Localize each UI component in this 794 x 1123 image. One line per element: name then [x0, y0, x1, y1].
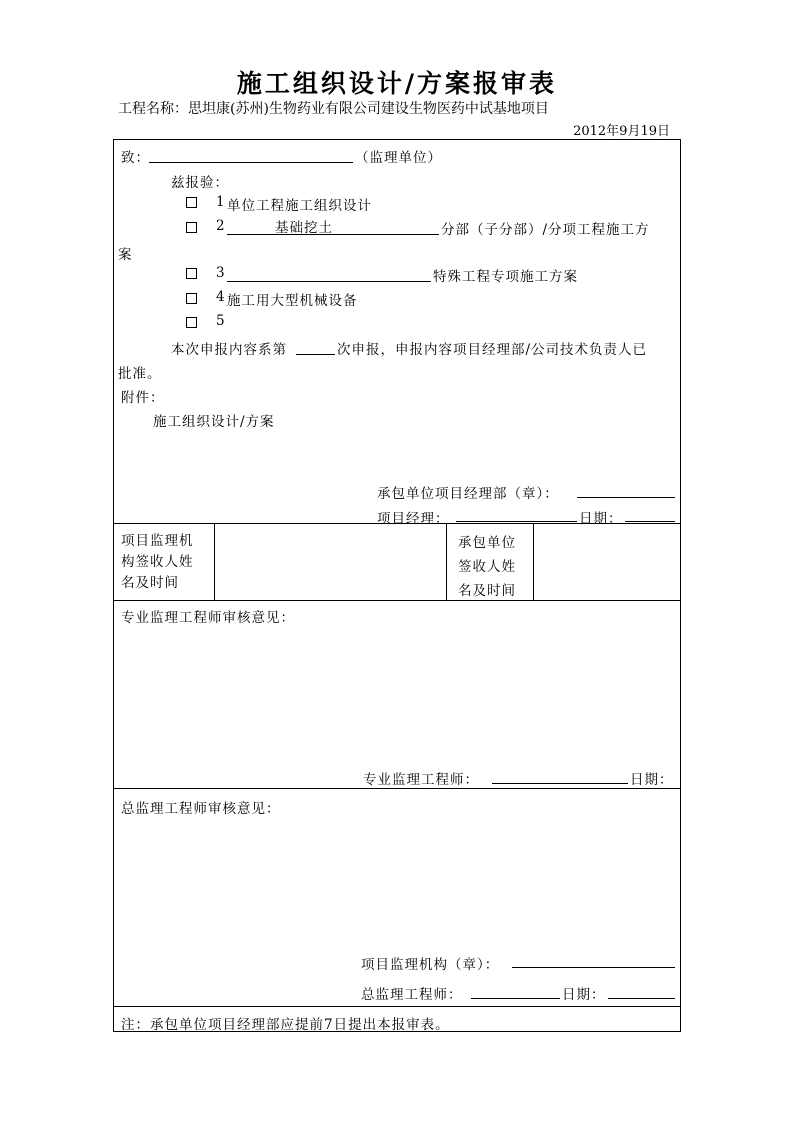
- specialist-date-label: 日期：: [630, 772, 674, 788]
- item5-checkbox[interactable]: [186, 317, 197, 328]
- submission-wrap: 批准。: [118, 366, 162, 382]
- contractor-dept-label: 承包单位项目经理部（章）：: [377, 486, 559, 502]
- submission-prefix: 本次申报内容系第: [171, 342, 287, 358]
- pm-label: 项目经理：: [377, 511, 450, 527]
- item2-wrap: 案: [118, 247, 133, 263]
- specialist-engineer-label: 专业监理工程师：: [363, 772, 479, 788]
- specialist-engineer-field[interactable]: [492, 783, 628, 784]
- item3-underline[interactable]: [227, 281, 431, 282]
- report-intro: 兹报验：: [171, 175, 229, 191]
- item2-underline: [227, 234, 439, 235]
- supervisor-receipt-label-line1: 项目监理机: [121, 533, 194, 549]
- item3-label: 特殊工程专项施工方案: [433, 269, 578, 285]
- submission-count-field[interactable]: [296, 354, 335, 355]
- supervisor-receipt-field[interactable]: [215, 524, 445, 599]
- contractor-dept-field[interactable]: [577, 497, 675, 498]
- chief-review-title: 总监理工程师审核意见：: [121, 801, 281, 817]
- form-title: 施工组织设计/方案报审表: [236, 69, 558, 98]
- specialist-review-title: 专业监理工程师审核意见：: [121, 610, 295, 626]
- project-name: 工程名称：思坦康(苏州)生物药业有限公司建设生物医药中试基地项目: [118, 101, 549, 117]
- pm-date-label: 日期：: [579, 511, 623, 527]
- item2-num: 2: [216, 218, 226, 234]
- to-suffix: （监理单位）: [355, 150, 442, 166]
- supervision-unit-field[interactable]: [149, 162, 353, 163]
- submission-suffix: 次申报，申报内容项目经理部/公司技术负责人已: [337, 342, 648, 358]
- item2-label: 分部（子分部）/分项工程施工方: [441, 222, 650, 238]
- chief-engineer-label: 总监理工程师：: [361, 987, 463, 1003]
- item1-num: 1: [216, 194, 226, 210]
- attachment-label: 附件：: [121, 390, 165, 406]
- row-divider: [113, 1006, 681, 1007]
- item2-checkbox[interactable]: [186, 222, 197, 233]
- row-divider: [113, 788, 681, 789]
- to-label: 致：: [121, 150, 150, 166]
- col-divider: [446, 523, 447, 600]
- form-date: 2012年9月19日: [573, 124, 670, 139]
- attachment-item: 施工组织设计/方案: [153, 414, 275, 430]
- chief-date-label: 日期：: [562, 987, 606, 1003]
- item1-label: 单位工程施工组织设计: [227, 198, 372, 214]
- contractor-receipt-label-line2: 签收人姓: [458, 559, 516, 575]
- item4-label: 施工用大型机械设备: [227, 293, 358, 309]
- contractor-receipt-field[interactable]: [534, 524, 680, 599]
- row-divider: [113, 600, 681, 601]
- pm-field[interactable]: [456, 521, 577, 522]
- item4-checkbox[interactable]: [186, 293, 197, 304]
- supervision-org-label: 项目监理机构（章）：: [361, 957, 500, 973]
- item4-num: 4: [216, 289, 226, 305]
- contractor-receipt-label-line1: 承包单位: [458, 535, 516, 551]
- supervisor-receipt-label-line2: 构签收人姓: [121, 554, 194, 570]
- pm-date-field[interactable]: [625, 521, 675, 522]
- footer-note: 注：承包单位项目经理部应提前7日提出本报审表。: [121, 1017, 450, 1033]
- chief-engineer-field[interactable]: [471, 998, 560, 999]
- item3-checkbox[interactable]: [186, 268, 197, 279]
- item5-num: 5: [216, 313, 226, 329]
- item2-fill[interactable]: 基础挖土: [275, 220, 333, 236]
- item3-num: 3: [216, 265, 226, 281]
- item1-checkbox[interactable]: [186, 197, 197, 208]
- chief-date-field[interactable]: [608, 998, 675, 999]
- supervisor-receipt-label-line3: 名及时间: [121, 575, 179, 591]
- supervision-org-field[interactable]: [512, 967, 675, 968]
- contractor-receipt-label-line3: 名及时间: [458, 583, 516, 599]
